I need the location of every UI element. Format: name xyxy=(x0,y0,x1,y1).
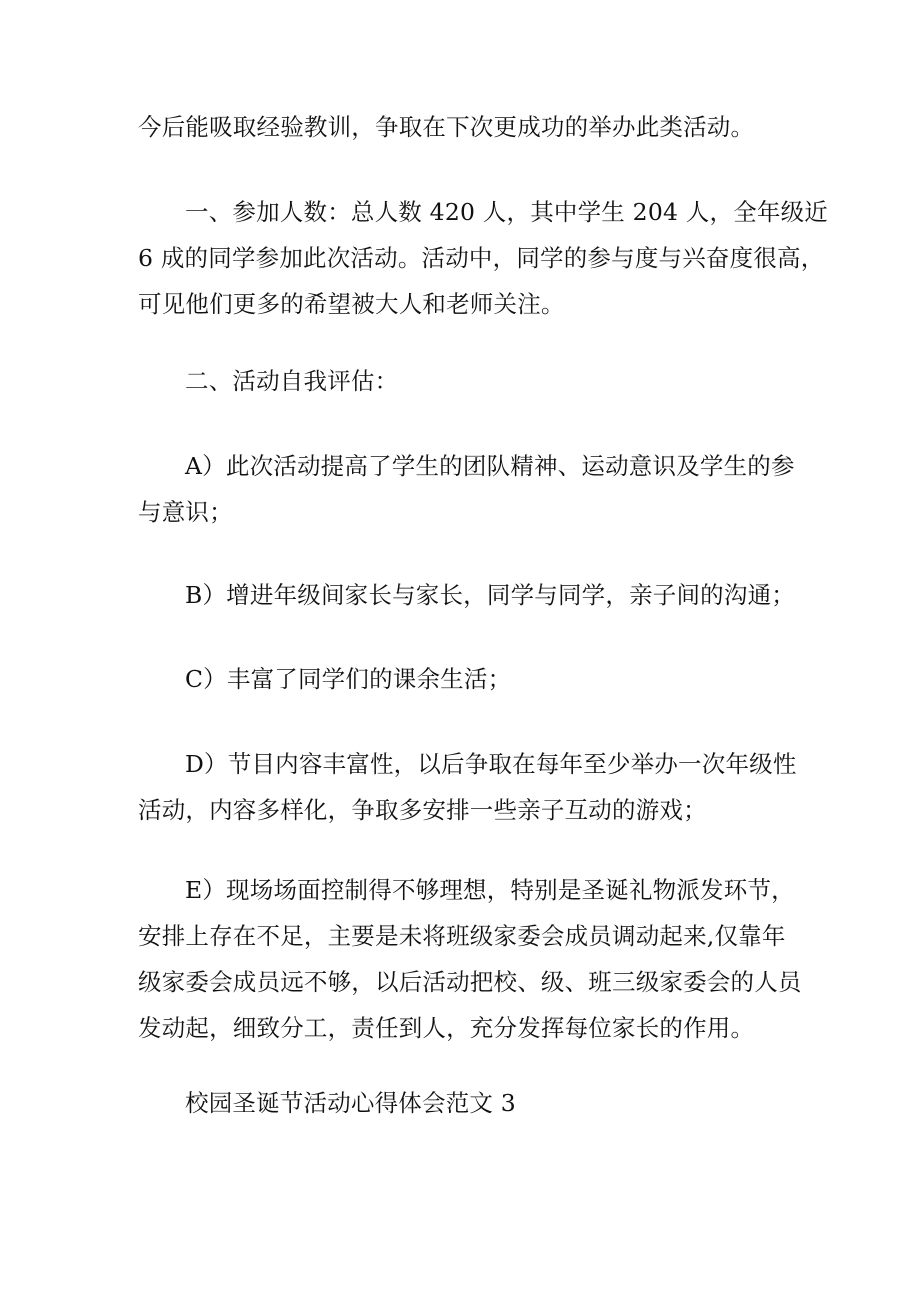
next-section-title xyxy=(138,1080,798,1126)
text-line: B）增进年级间家长与家长，同学与同学，亲子间的沟通； xyxy=(185,581,795,609)
text-line: 与意识； xyxy=(138,498,233,526)
text-line: 安排上存在不足，主要是未将班级家委会成员调动起来,仅靠年 xyxy=(138,922,786,950)
paragraph-item-a xyxy=(138,443,798,535)
text-line: 今后能吸取经验教训，争取在下次更成功的举办此类活动。 xyxy=(138,113,755,141)
text-line: 发动起，细致分工，责任到人，充分发挥每位家长的作用。 xyxy=(138,1014,755,1042)
text-line: D）节目内容丰富性，以后争取在每年至少举办一次年级性 xyxy=(185,750,797,778)
paragraph-item-e xyxy=(138,867,802,1051)
paragraph-intro-tail xyxy=(138,104,798,150)
text-line: A）此次活动提高了学生的团队精神、运动意识及学生的参 xyxy=(185,452,795,480)
paragraph-section-one xyxy=(138,189,828,327)
text-line: 6 成的同学参加此次活动。活动中，同学的参与度与兴奋度很高， xyxy=(138,244,825,272)
paragraph-item-c xyxy=(138,656,798,702)
text-line: 校园圣诞节活动心得体会范文 3 xyxy=(185,1089,516,1117)
text-line: 可见他们更多的希望被大人和老师关注。 xyxy=(138,290,565,318)
text-line: 一、参加人数：总人数 420 人，其中学生 204 人，全年级近 xyxy=(185,198,828,226)
section-two-heading xyxy=(138,358,798,404)
text-line: 级家委会成员远不够，以后活动把校、级、班三级家委会的人员 xyxy=(138,968,802,996)
text-line: E）现场场面控制得不够理想，特别是圣诞礼物派发环节， xyxy=(185,876,795,904)
paragraph-item-d xyxy=(138,741,798,833)
text-line: 活动，内容多样化，争取多安排一些亲子互动的游戏； xyxy=(138,796,707,824)
text-line: C）丰富了同学们的课余生活； xyxy=(185,665,512,693)
paragraph-item-b xyxy=(138,572,798,618)
text-line: 二、活动自我评估： xyxy=(185,367,399,395)
